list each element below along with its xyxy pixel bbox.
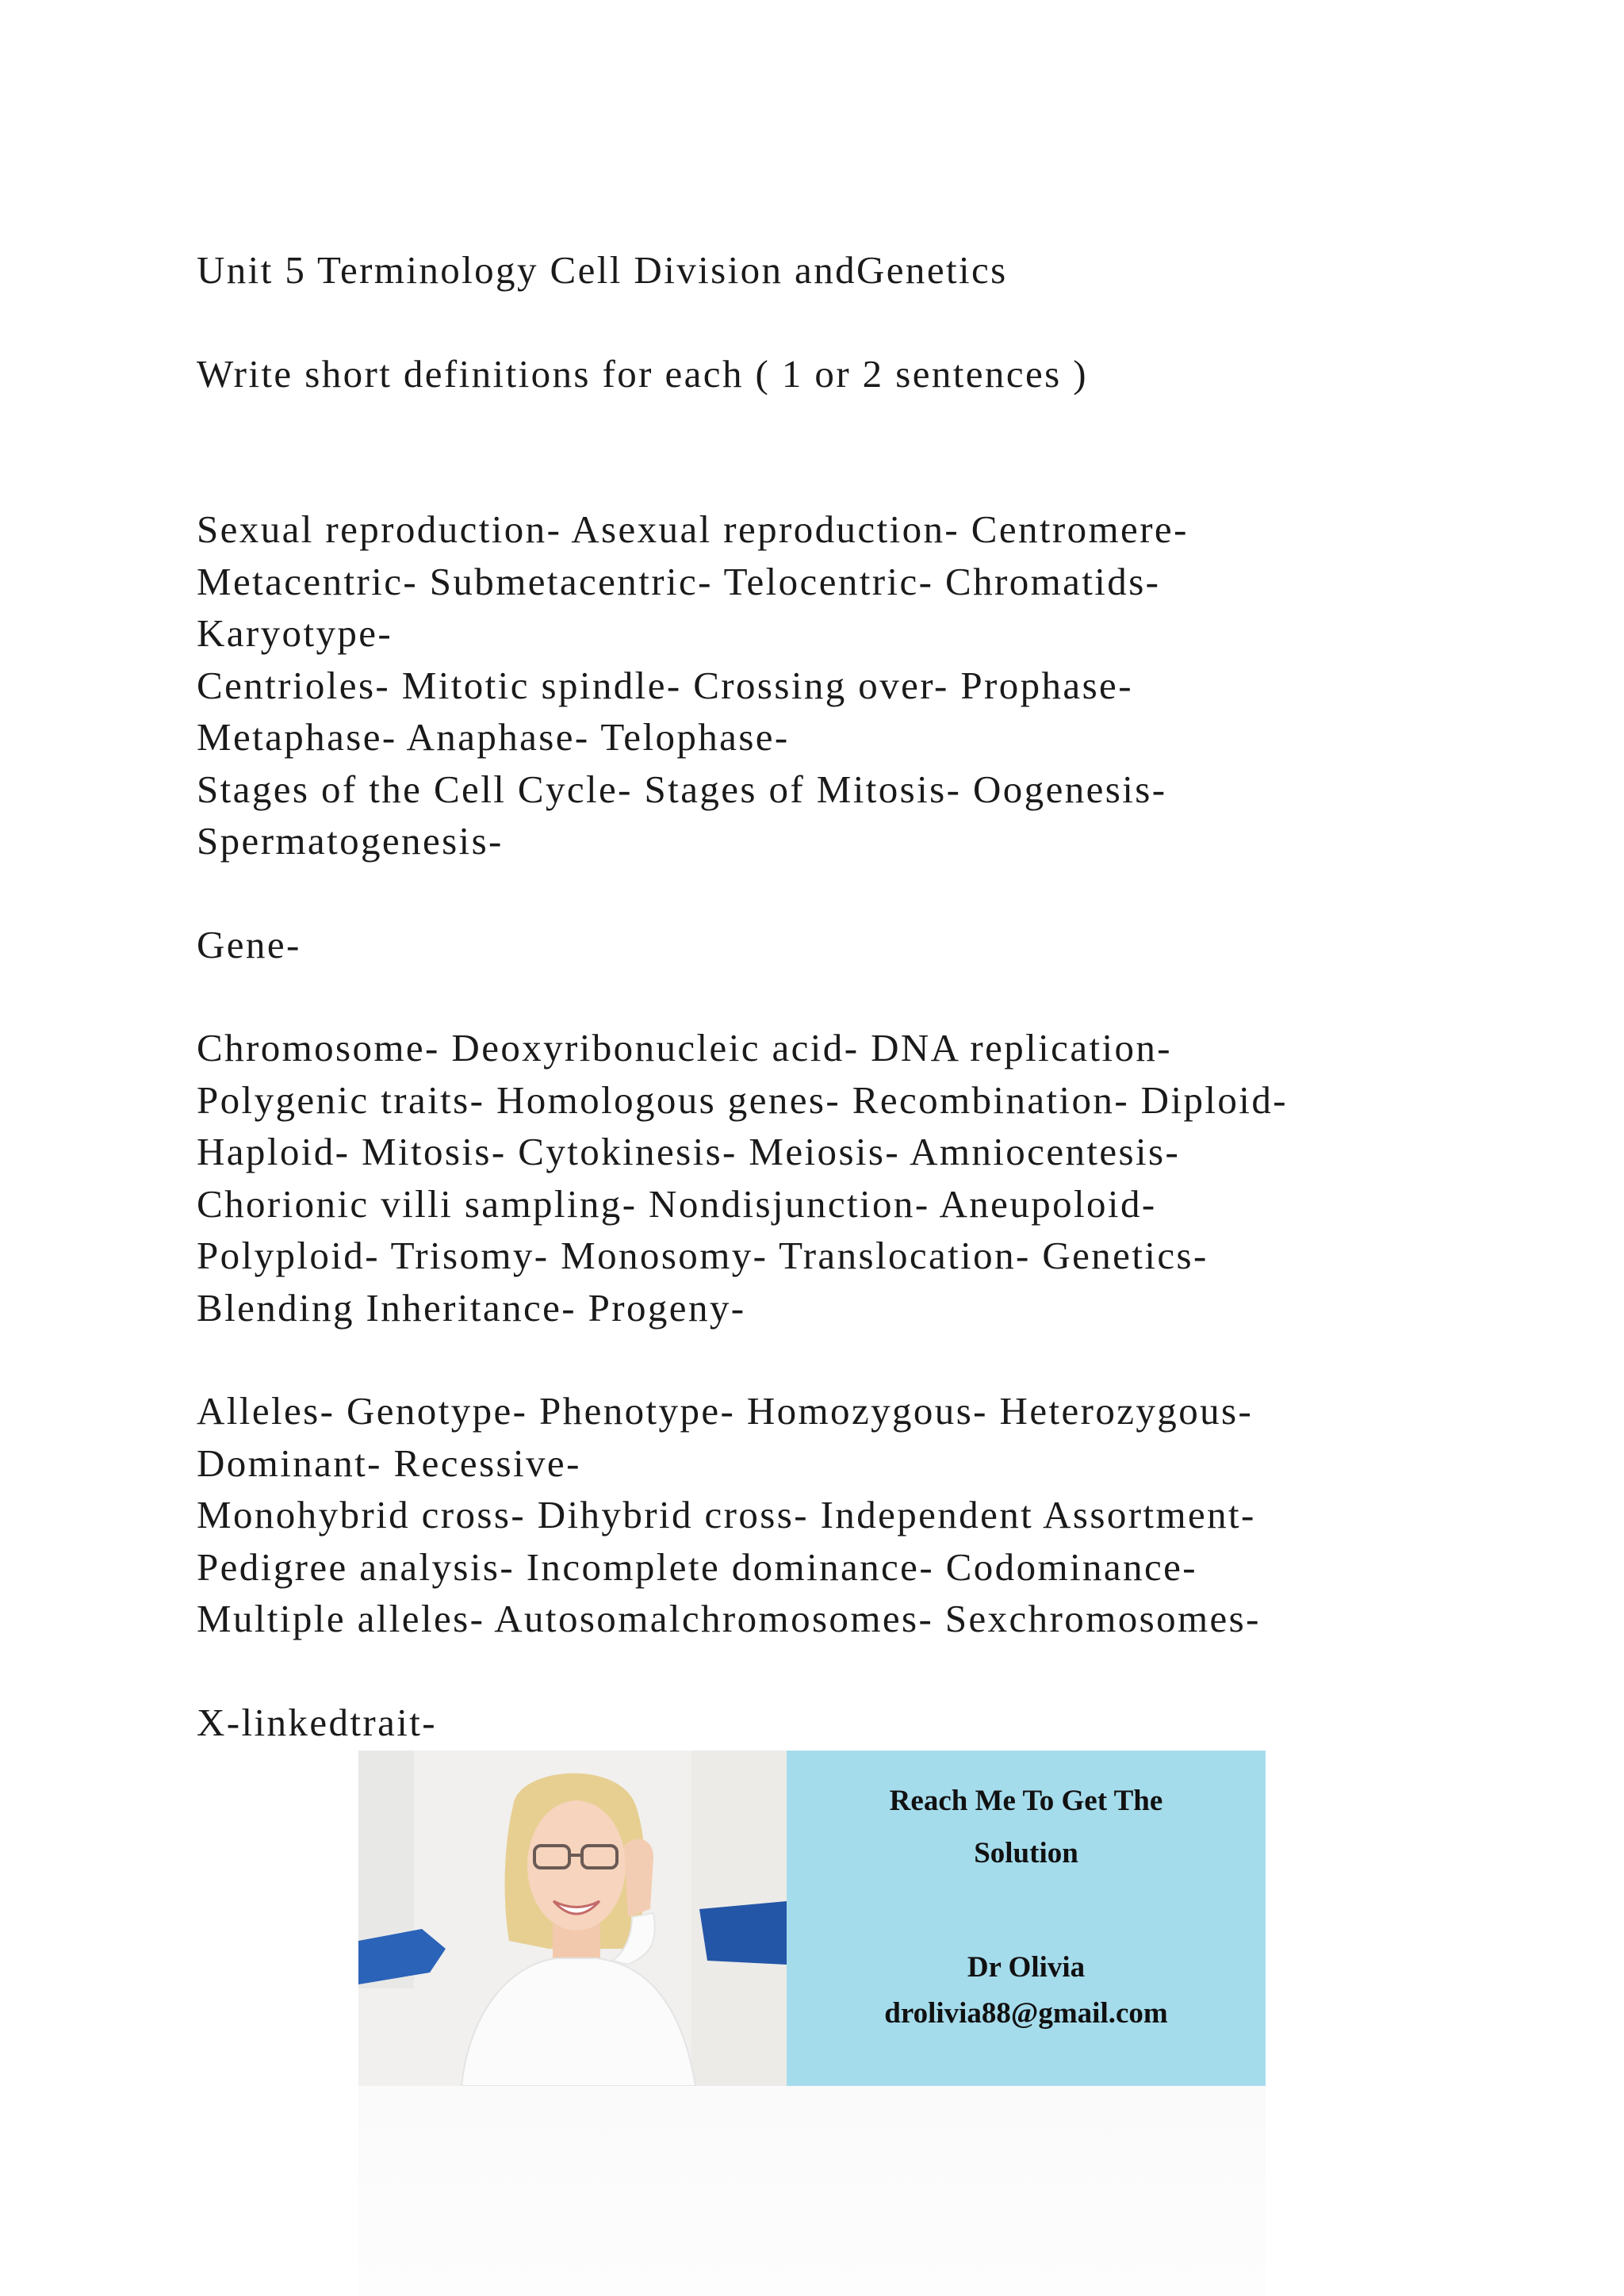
- term-line: Pedigree analysis- Incomplete dominance- Codominance-: [197, 1544, 1197, 1589]
- term-line: Centrioles- Mitotic spindle- Crossing over- Prophase-: [197, 663, 1133, 707]
- term-line: Karyotype-: [197, 611, 393, 655]
- term-line: Sexual reproduction- Asexual reproduction- Centromere-: [197, 507, 1189, 551]
- term-line: Multiple alleles- Autosomalchromosomes- Sexchromosomes-: [197, 1597, 1261, 1640]
- term-line: Alleles- Genotype- Phenotype- Homozygous- Heterozygous-: [197, 1389, 1254, 1433]
- term-line: Spermatogenesis-: [197, 819, 504, 863]
- term-line: Gene-: [197, 922, 301, 966]
- document-title: Unit 5 Terminology Cell Division andGenetics: [197, 248, 1008, 292]
- image-lower-area: [358, 2086, 1266, 2296]
- term-line: Chromosome- Deoxyribonucleic acid- DNA replication-: [197, 1026, 1173, 1070]
- term-line: Blending Inheritance- Progeny-: [197, 1285, 746, 1330]
- term-line: Polyploid- Trisomy- Monosomy- Translocation- Genetics-: [197, 1234, 1208, 1277]
- term-line: Chorionic villi sampling- Nondisjunction- Aneupoloid-: [197, 1181, 1157, 1226]
- term-line: Stages of the Cell Cycle- Stages of Mitosis- Oogenesis-: [197, 767, 1167, 811]
- term-line: Monohybrid cross- Dihybrid cross- Independent Assortment-: [197, 1493, 1256, 1536]
- contact-email[interactable]: drolivia88@gmail.com: [884, 1997, 1168, 2030]
- banner-line-2: Solution: [974, 1837, 1078, 1869]
- document-instruction: Write short definitions for each ( 1 or 2 sentences ): [197, 351, 1088, 396]
- term-line: X-linkedtrait-: [197, 1700, 438, 1744]
- photo-illustration: [358, 1751, 787, 2086]
- term-line: Metaphase- Anaphase- Telophase-: [197, 715, 790, 759]
- term-line: Haploid- Mitosis- Cytokinesis- Meiosis- Amniocentesis-: [197, 1130, 1181, 1173]
- document-text: [197, 244, 1505, 1748]
- banner-line-1: Reach Me To Get The: [889, 1785, 1163, 1817]
- term-line: Dominant- Recessive-: [197, 1441, 581, 1485]
- woman-photo: [358, 1751, 787, 2086]
- term-line: Polygenic traits- Homologous genes- Recombination- Diploid-: [197, 1077, 1288, 1122]
- contact-banner: [358, 1751, 1266, 2086]
- contact-panel: [787, 1751, 1266, 2086]
- contact-name: Dr Olivia: [967, 1951, 1086, 1984]
- term-line: Metacentric- Submetacentric- Telocentric- Chromatids-: [197, 559, 1161, 603]
